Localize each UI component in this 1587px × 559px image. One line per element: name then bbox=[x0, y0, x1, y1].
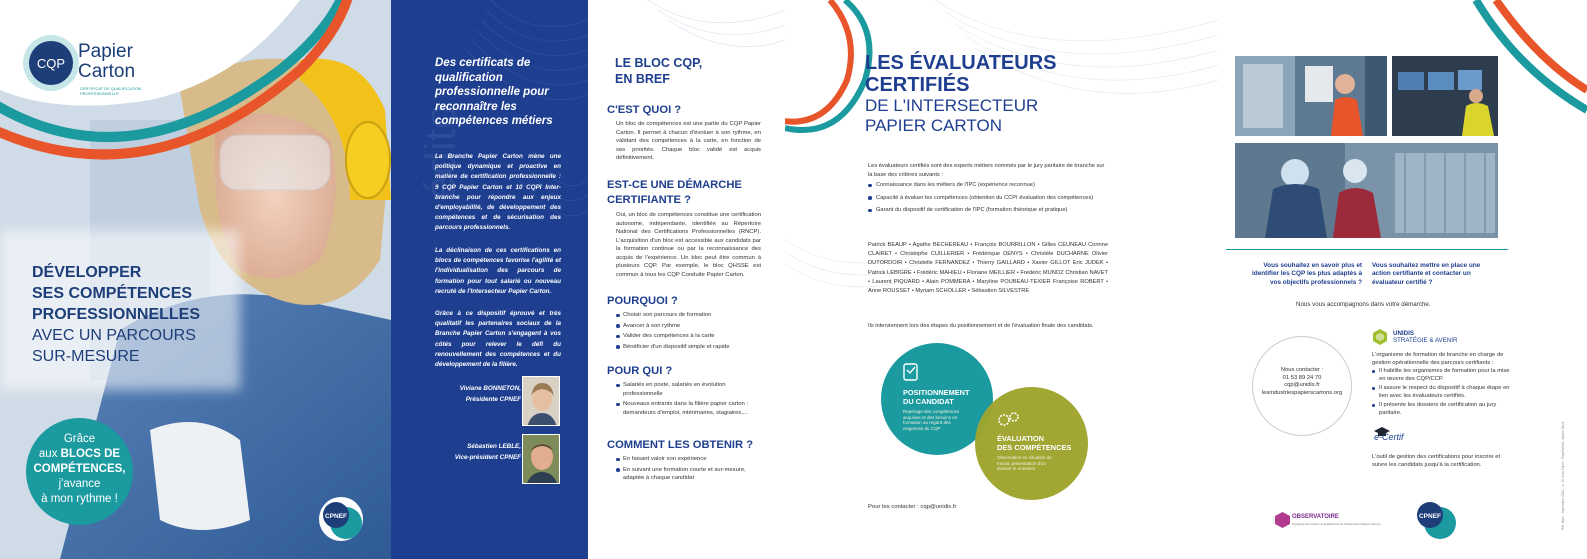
edito-para-2: La déclinaison de ces certifications en blocs de compétences favorise l'agilité et l'individualisation des parcours de formation pour tout salarié ou nouveau recruté de l'Intersecteur Papier Carton. bbox=[435, 247, 561, 295]
photo-operator bbox=[1235, 56, 1387, 136]
pourqui-list bbox=[616, 381, 766, 419]
contact-email[interactable]: cqp@unidis.fr bbox=[1284, 382, 1320, 388]
edito-watermark: édito bbox=[416, 104, 465, 200]
photo-lab bbox=[1235, 143, 1498, 238]
bubble-line5: à mon rythme ! bbox=[41, 493, 118, 505]
list-item: Avancer à son rythme bbox=[616, 322, 766, 331]
contact-circle bbox=[1252, 336, 1352, 436]
list-item: En suivant une formation courte et sur-mesure, adaptée à chaque candidat bbox=[616, 466, 766, 483]
edito-para-1: La Branche Papier Carton mène une politique dynamique et proactive en matière de certification professionnelle : 9 CQP Papier Carton et 10 CQPI Inter-branche pour répondre aux enjeux d'employabilité, de développement des compétences et de sécurisation des parcours professionnels. bbox=[435, 153, 561, 232]
ecertif-text: L'outil de gestion des certifications pour inscrire et suivre les candidats jusqu'à la certification. bbox=[1372, 454, 1501, 468]
contact-phone[interactable]: 01 53 89 24 70 bbox=[1282, 374, 1322, 381]
evaluateurs-subtitle bbox=[865, 96, 1038, 136]
comment-list bbox=[616, 455, 766, 485]
cover-title-line2: SES COMPÉTENCES bbox=[32, 285, 193, 302]
contact-site[interactable]: lesindustriespapierscartons.org bbox=[1261, 389, 1343, 396]
logo-line2: Carton bbox=[78, 61, 136, 82]
bloc-title bbox=[615, 55, 702, 87]
list-item: Il assure le respect du dispositif à chaque étape en lien avec les évaluateurs certifiés. bbox=[1372, 384, 1510, 400]
logo-subtitle: CERTIFICAT DE QUALIFICATION PROFESSIONNELLE bbox=[80, 86, 142, 96]
positionnement-text: Repérage des compétences acquises et des besoins en formation au regard des exigences du CQP bbox=[903, 409, 960, 431]
list-item: Capacité à évaluer les compétences (obtention du CCPI évaluation des compétences) bbox=[868, 194, 1113, 203]
evaluateurs-stages: Ils interviennent lors des étapes du positionnement et de l'évaluation finale des candidats. bbox=[868, 323, 1094, 329]
evaluateurs-contact: Pour les contacter : cqp@unidis.fr bbox=[868, 504, 957, 510]
evaluateurs-names: Patrick BEAUP • Agathe BECHEREAU • François BOURRILLON • Gilles CEUNEAU Corinne CLAIRET • Christophe CUILLERIER • Frédérique DENYS • Christèle DUCHARNE Olivier DUTORDOIR • Christelle FERNANDEZ • Thierry GAILLARD • Xavier GILLOT Eric JUDEK • Patrick LEBIGRE • Frédéric MAHIEU • Floriane MEILLIER • Frédéric MUNOZ Christian NAVET • Laurent PIQUARD • Alain POMMERA • Maryline POUBEAU-TEXIER Françoise ROBERT • Anne ROUSSET • Myriam SCHOLLER • Sébastien SILVESTRE bbox=[868, 242, 1108, 295]
edito-panel bbox=[391, 0, 588, 559]
cover-bubble bbox=[26, 418, 133, 525]
cover-title-line3: PROFESSIONNELLES bbox=[32, 306, 201, 323]
evaluateurs-title bbox=[865, 52, 1057, 96]
cover-title-line1: DÉVELOPPER bbox=[32, 264, 142, 281]
unidis-logo-icon bbox=[1372, 329, 1388, 345]
list-item: Salariés en poste, salariés en évolution professionnelle bbox=[616, 381, 766, 398]
evaluation-circle bbox=[975, 387, 1088, 500]
cpnef-logo-icon bbox=[318, 496, 364, 542]
q-demarche: EST-CE UNE DÉMARCHE CERTIFIANTE ? bbox=[607, 179, 742, 206]
logo-line1: Papier bbox=[78, 41, 133, 62]
bubble-line2: aux BLOCS DE bbox=[38, 448, 121, 460]
list-item: Nouveaux entrants dans la filière papier carton : demandeurs d'emploi, intérimaires, stagiaires,... bbox=[616, 400, 766, 417]
question-right: Vous souhaitez mettre en place une action certifiante et contacter un évaluateur certifié ? bbox=[1372, 262, 1481, 286]
portrait-leble bbox=[522, 434, 560, 484]
gears-icon bbox=[997, 411, 1021, 427]
bloc-title-line2: EN BREF bbox=[615, 72, 670, 86]
bubble-line3: COMPÉTENCES, bbox=[33, 463, 126, 475]
list-item: Il habilite les organismes de formation pour la mise en œuvre des CQP/CCP. bbox=[1372, 367, 1510, 383]
document-icon bbox=[903, 363, 919, 381]
cpnef-logo-icon-2 bbox=[1412, 496, 1458, 542]
subtitle-line1: DE L'INTERSECTEUR bbox=[865, 96, 1039, 115]
criteres-list bbox=[868, 181, 1113, 219]
list-item: Bénéficier d'un dispositif simple et rapide bbox=[616, 343, 766, 352]
unidis-text: L'organisme de formation de branche en charge de gestion opérationnelle des parcours certifiants : bbox=[1372, 352, 1504, 366]
q-comment: COMMENT LES OBTENIR ? bbox=[607, 439, 754, 451]
contact-title: Nous contacter : bbox=[1280, 367, 1324, 373]
title-line2: CERTIFIÉS bbox=[865, 74, 970, 96]
list-item: Choisir son parcours de formation bbox=[616, 311, 766, 320]
list-item: Valider des compétences à la carte bbox=[616, 332, 766, 341]
ecertif-label: e-Certif bbox=[1374, 432, 1404, 442]
logo-wordmark bbox=[78, 42, 135, 82]
subtitle-line2: PAPIER CARTON bbox=[865, 116, 1002, 135]
sig2-role: Vice-président CPNEF bbox=[454, 453, 521, 461]
list-item: Garant du dispositif de certification de l'IPC (formation théorique et pratique) bbox=[868, 206, 1113, 215]
cqp-logo-icon bbox=[22, 34, 80, 92]
cover-panel bbox=[0, 0, 391, 559]
observatoire-sub: Prospectif des métiers & qualifications de l'Intersecteur Papiers Cartons bbox=[1292, 522, 1381, 526]
accompagne-text: Nous vous accompagnons dans votre démarche. bbox=[1296, 301, 1431, 308]
list-item: Connaissance dans les métiers de l'IPC (expérience reconnue) bbox=[868, 181, 1113, 190]
bloc-title-line1: LE BLOC CQP, bbox=[615, 56, 703, 70]
q-pour-qui: POUR QUI ? bbox=[607, 365, 673, 377]
question-left: Vous souhaitez en savoir plus et identifier les CQP les plus adaptés à vos objectifs professionnels ? bbox=[1252, 262, 1362, 286]
list-item: En faisant valoir son expérience bbox=[616, 455, 766, 464]
logo-cqp: CQP bbox=[36, 56, 66, 71]
a-cest-quoi: Un bloc de compétences est une partie du CQP Papier Carton. Il permet à chacun d'évoluer à son rythme, en validant des compétences à la carte, en fonction de ses priorités. Chaque bloc validé est acquis définitivement. bbox=[616, 121, 761, 161]
observatoire-label: OBSERVATOIRE bbox=[1292, 514, 1339, 520]
list-item: Il présente les dossiers de certification au jury paritaire. bbox=[1372, 401, 1510, 417]
cover-title bbox=[32, 262, 272, 367]
sig2-name: Sébastien LEBLE, bbox=[467, 443, 521, 450]
contact-panel: Vous souhaitez en savoir plus et identifier les CQP les plus adaptés à vos objectifs professionnels ? Vous souhaitez mettre en place une action certifiante et contacter un évaluateur certifié ? Nous vous accompagnons dans votre démarche. Nous contacter : 01 53 89 24 70 cqp@unidis.fr lesindustriespapierscartons.org UNIDIS STRATÉGIE & AVENIR L'organisme de formation de branche en charge de gestion opérationnelle des parcours certifiants : Il habilite les organismes de formation pour la mise en œuvre des CQP/CCP. Il assure le respect du dispositif à chaque étape en lien avec les évaluateurs certifiés. Il présente les dossiers de certification au jury paritaire. e-Certif L'outil de gestion des certifications pour inscrire et suivre les candidats jusqu'à la certification. OBSERVATOIRE Prospectif des métiers & qualifications de l'Intersecteur Papiers Cartons CPNEF Réf. Mars - Septembre 2022 - © M. Kruk Faure - PaperWorld - Adobe Stock bbox=[1218, 0, 1587, 559]
unidis-list bbox=[1372, 367, 1510, 418]
sig1-role: Présidente CPNEF bbox=[465, 395, 521, 403]
evaluation-text: Observation en situation de travail, présentation d'un dossier et entretien bbox=[997, 455, 1052, 472]
evaluateurs-panel bbox=[785, 0, 1218, 559]
credits-vertical: Réf. Mars - Septembre 2022 - © M. Kruk Faure - PaperWorld - Adobe Stock bbox=[1561, 421, 1565, 530]
signature-1 bbox=[421, 384, 521, 405]
divider bbox=[1226, 249, 1508, 250]
edito-para-3: Grâce à ce dispositif éprouvé et très qualitatif les partenaires sociaux de la Branche Papier Carton s'engagent à vos côtés pour relever le défi du renouvellement des compétences et du développement de la filière. bbox=[435, 310, 561, 369]
pourquoi-list bbox=[616, 311, 766, 353]
positionnement-title: POSITIONNEMENT DU CANDIDAT bbox=[903, 388, 970, 406]
photo-control-room bbox=[1392, 56, 1498, 136]
cover-title-line5: SUR-MESURE bbox=[32, 348, 140, 365]
q-cest-quoi: C'EST QUOI ? bbox=[607, 104, 682, 116]
bloc-cqp-panel bbox=[588, 0, 785, 559]
evaluation-title: ÉVALUATION DES COMPÉTENCES bbox=[997, 434, 1072, 452]
observatoire-logo-icon bbox=[1275, 512, 1290, 528]
cpnef-logo-text: CPNEF bbox=[324, 513, 348, 520]
q-pourquoi: POURQUOI ? bbox=[607, 295, 678, 307]
cover-title-line4: AVEC UN PARCOURS bbox=[32, 327, 196, 344]
edito-heading: Des certificats de qualification professionnelle pour reconnaître les compétences métiers bbox=[435, 57, 553, 127]
signature-2 bbox=[421, 442, 521, 463]
evaluateurs-intro: Les évaluateurs certifiés sont des experts métiers nommés par le jury paritaire de branche sur la base des critères suivants : bbox=[868, 163, 1105, 178]
title-line1: LES ÉVALUATEURS bbox=[865, 52, 1057, 74]
cpnef-logo-text-2: CPNEF bbox=[1418, 513, 1442, 520]
a-demarche: Oui, un bloc de compétences constitue une certification autonome, indépendante, identifiée au Répertoire National des Certifications Professionnelles (RNCP). L'acquisition d'un bloc est accessible aux candidats par la formation continue ou par la reconnaissance des acquis de l'expérience. Un bloc peut être commun à plusieurs CQP. Par exemple, le bloc QHSSE est commun à tous les CQP Conduite Papier Carton. bbox=[616, 212, 761, 278]
sig1-name: Viviane BONNETON, bbox=[459, 385, 521, 392]
bubble-line4: j'avance bbox=[58, 478, 101, 490]
bubble-line1: Grâce bbox=[63, 433, 96, 445]
portrait-bonneton bbox=[522, 376, 560, 426]
